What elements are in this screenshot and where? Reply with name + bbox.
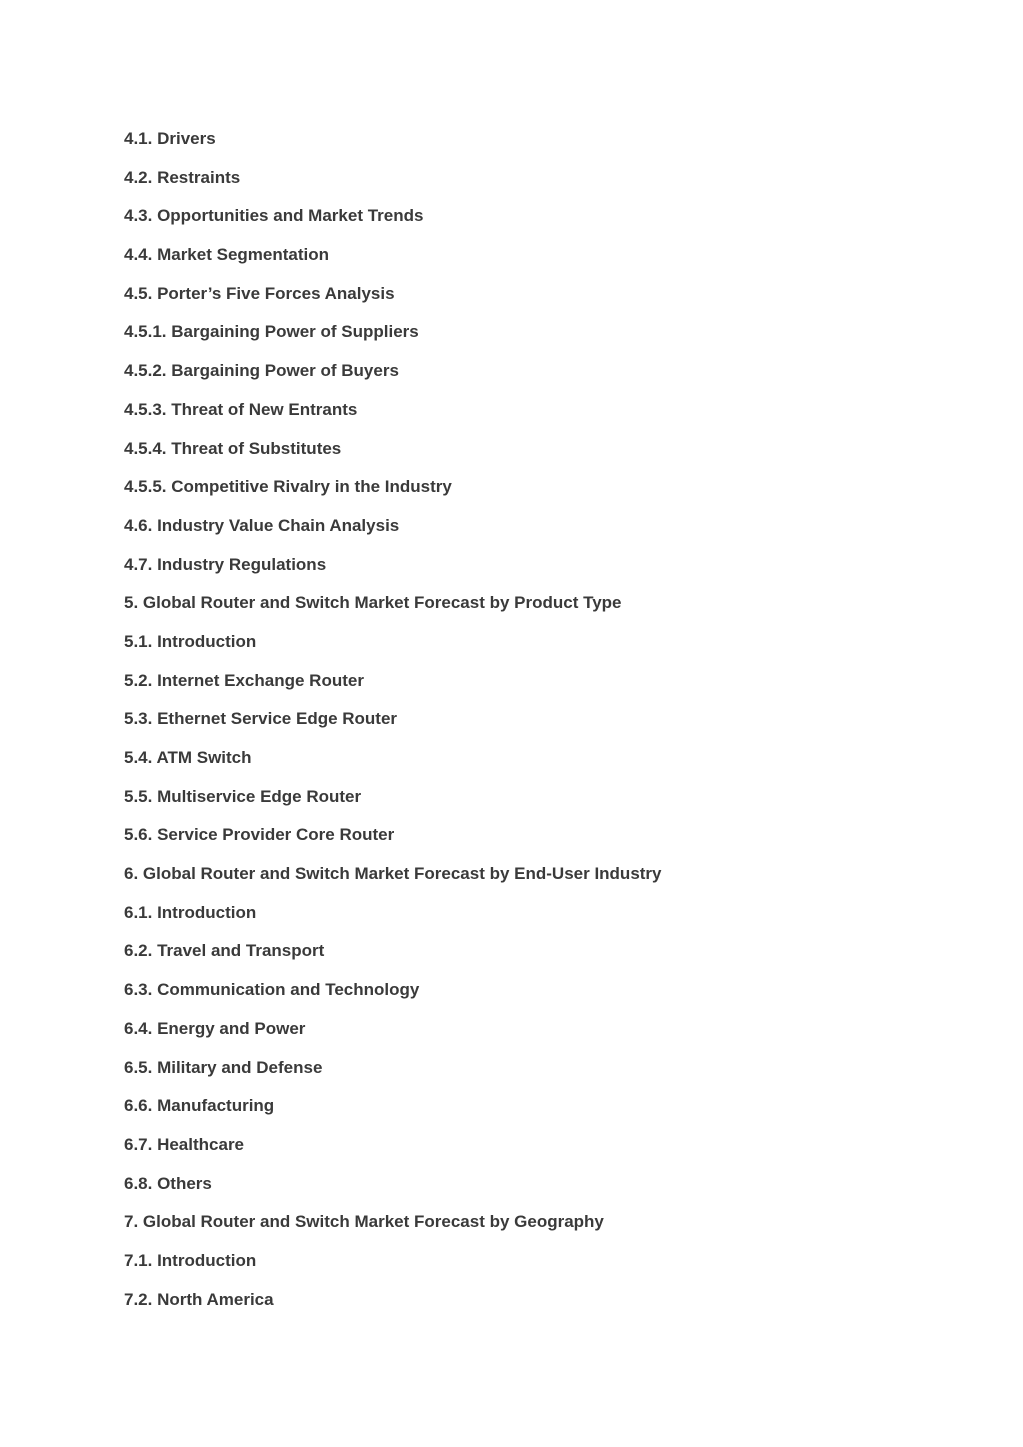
toc-item-7: 7. Global Router and Switch Market Forecast by Geography	[124, 1212, 604, 1232]
toc-item-4-5-3: 4.5.3. Threat of New Entrants	[124, 399, 358, 419]
toc-item-6-8: 6.8. Others	[124, 1173, 212, 1193]
toc-item-7-1: 7.1. Introduction	[124, 1250, 257, 1270]
toc-item-4-4: 4.4. Market Segmentation	[124, 245, 330, 265]
toc-item-5-5: 5.5. Multiservice Edge Router	[124, 786, 362, 806]
toc-item-6-6: 6.6. Manufacturing	[124, 1096, 275, 1116]
toc-item-4-3: 4.3. Opportunities and Market Trends	[124, 206, 424, 226]
toc-item-6-3: 6.3. Communication and Technology	[124, 980, 420, 1000]
table-of-contents	[124, 128, 984, 1327]
toc-item-4-2: 4.2. Restraints	[124, 167, 241, 187]
toc-item-4-1: 4.1. Drivers	[124, 129, 216, 148]
toc-item-6-4: 6.4. Energy and Power	[124, 1018, 306, 1038]
toc-item-4-5-2: 4.5.2. Bargaining Power of Buyers	[124, 361, 399, 381]
toc-item-6-2: 6.2. Travel and Transport	[124, 941, 325, 961]
toc-item-4-5: 4.5. Porter’s Five Forces Analysis	[124, 283, 395, 303]
toc-item-5-6: 5.6. Service Provider Core Router	[124, 825, 395, 845]
toc-item-5: 5. Global Router and Switch Market Forecast by Product Type	[124, 593, 622, 613]
toc-item-5-3: 5.3. Ethernet Service Edge Router	[124, 709, 398, 729]
toc-item-6-7: 6.7. Healthcare	[124, 1134, 245, 1154]
toc-item-4-6: 4.6. Industry Value Chain Analysis	[124, 515, 400, 535]
toc-item-4-5-4: 4.5.4. Threat of Substitutes	[124, 438, 342, 458]
toc-item-6-5: 6.5. Military and Defense	[124, 1057, 323, 1077]
toc-item-7-2: 7.2. North America	[124, 1289, 274, 1309]
toc-item-6: 6. Global Router and Switch Market Forecast by End-User Industry	[124, 864, 662, 884]
toc-item-5-1: 5.1. Introduction	[124, 631, 257, 651]
toc-item-4-5-5: 4.5.5. Competitive Rivalry in the Industry	[124, 477, 452, 497]
toc-item-6-1: 6.1. Introduction	[124, 902, 257, 922]
toc-item-4-5-1: 4.5.1. Bargaining Power of Suppliers	[124, 322, 419, 342]
toc-item-5-4: 5.4. ATM Switch	[124, 748, 252, 767]
toc-item-5-2: 5.2. Internet Exchange Router	[124, 670, 364, 690]
toc-item-4-7: 4.7. Industry Regulations	[124, 554, 327, 574]
